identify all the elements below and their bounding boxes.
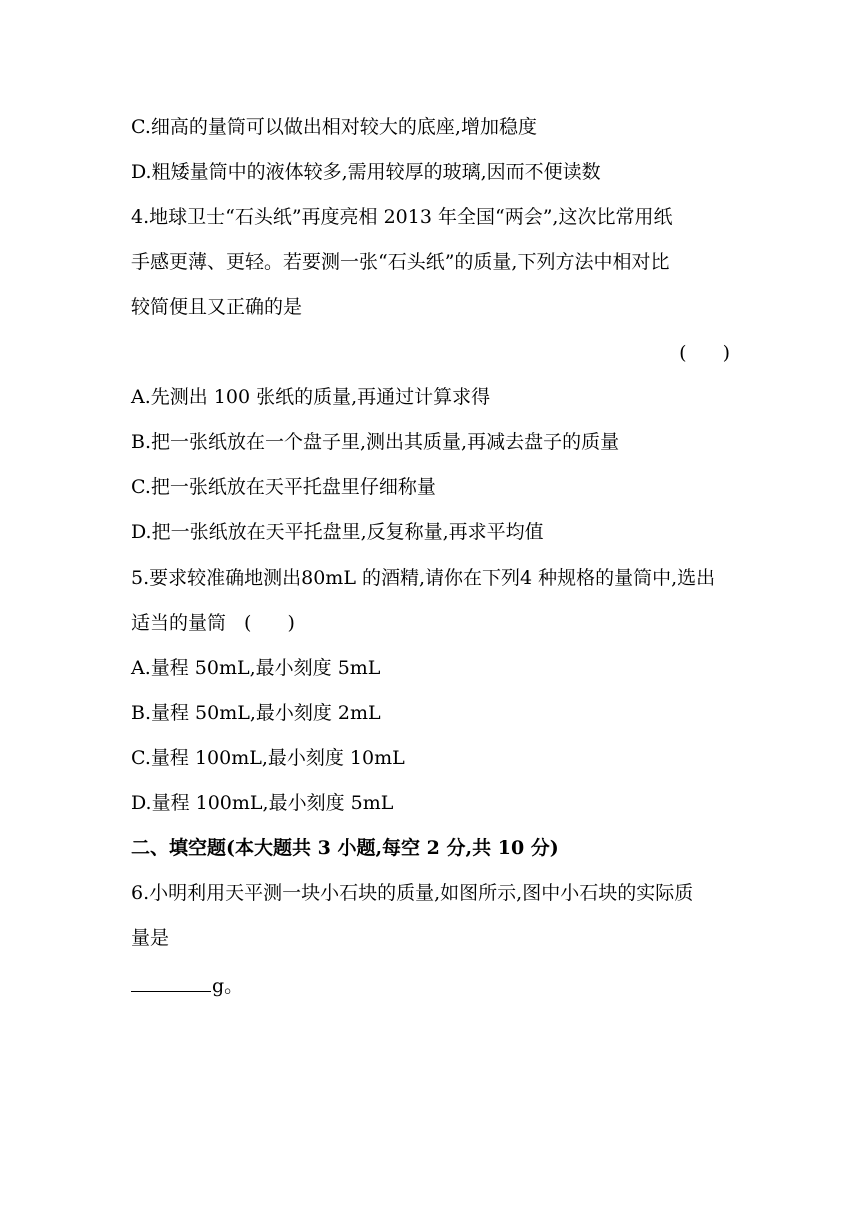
question-4-line-1: 4.地球卫士“石头纸”再度亮相 2013 年全国“两会”,这次比常用纸: [131, 206, 673, 228]
option-a-q5: A.量程 50mL,最小刻度 5mL: [131, 657, 381, 679]
option-b-q5: B.量程 50mL,最小刻度 2mL: [131, 702, 381, 724]
bracket-close: ): [722, 342, 730, 364]
option-c-q5: C.量程 100mL,最小刻度 10mL: [131, 747, 405, 769]
bracket-open: (: [679, 342, 687, 364]
option-d-q3: D.粗矮量筒中的液体较多,需用较厚的玻璃,因而不便读数: [131, 161, 601, 183]
question-6-answer-line: [131, 973, 243, 998]
bracket-open-q5: (: [244, 612, 252, 634]
question-6-line-2: 量是: [131, 927, 170, 949]
question-4-line-2: 手感更薄、更轻。若要测一张“石头纸”的质量,下列方法中相对比: [131, 251, 670, 273]
option-c-q3: C.细高的量筒可以做出相对较大的底座,增加稳度: [131, 116, 537, 138]
question-5-line-2-text: 适当的量筒: [131, 612, 227, 634]
answer-bracket-q4: [679, 341, 730, 365]
section-heading-fill-in: 二、填空题(本大题共 3 小题,每空 2 分,共 10 分): [131, 837, 559, 859]
question-5-line-2: [131, 611, 295, 635]
answer-unit: g。: [212, 975, 244, 997]
question-5-line-1: 5.要求较准确地测出80mL 的酒精,请你在下列4 种规格的量筒中,选出: [131, 567, 716, 589]
option-c-q4: C.把一张纸放在天平托盘里仔细称量: [131, 476, 436, 498]
answer-blank[interactable]: [131, 973, 211, 992]
option-a-q4: A.先测出 100 张纸的质量,再通过计算求得: [131, 386, 491, 408]
option-b-q4: B.把一张纸放在一个盘子里,测出其质量,再减去盘子的质量: [131, 431, 620, 453]
option-d-q5: D.量程 100mL,最小刻度 5mL: [131, 792, 394, 814]
bracket-close-q5: ): [287, 612, 295, 634]
option-d-q4: D.把一张纸放在天平托盘里,反复称量,再求平均值: [131, 521, 544, 543]
question-4-line-3: 较简便且又正确的是: [131, 296, 303, 318]
question-6-line-1: 6.小明利用天平测一块小石块的质量,如图所示,图中小石块的实际质: [131, 882, 694, 904]
